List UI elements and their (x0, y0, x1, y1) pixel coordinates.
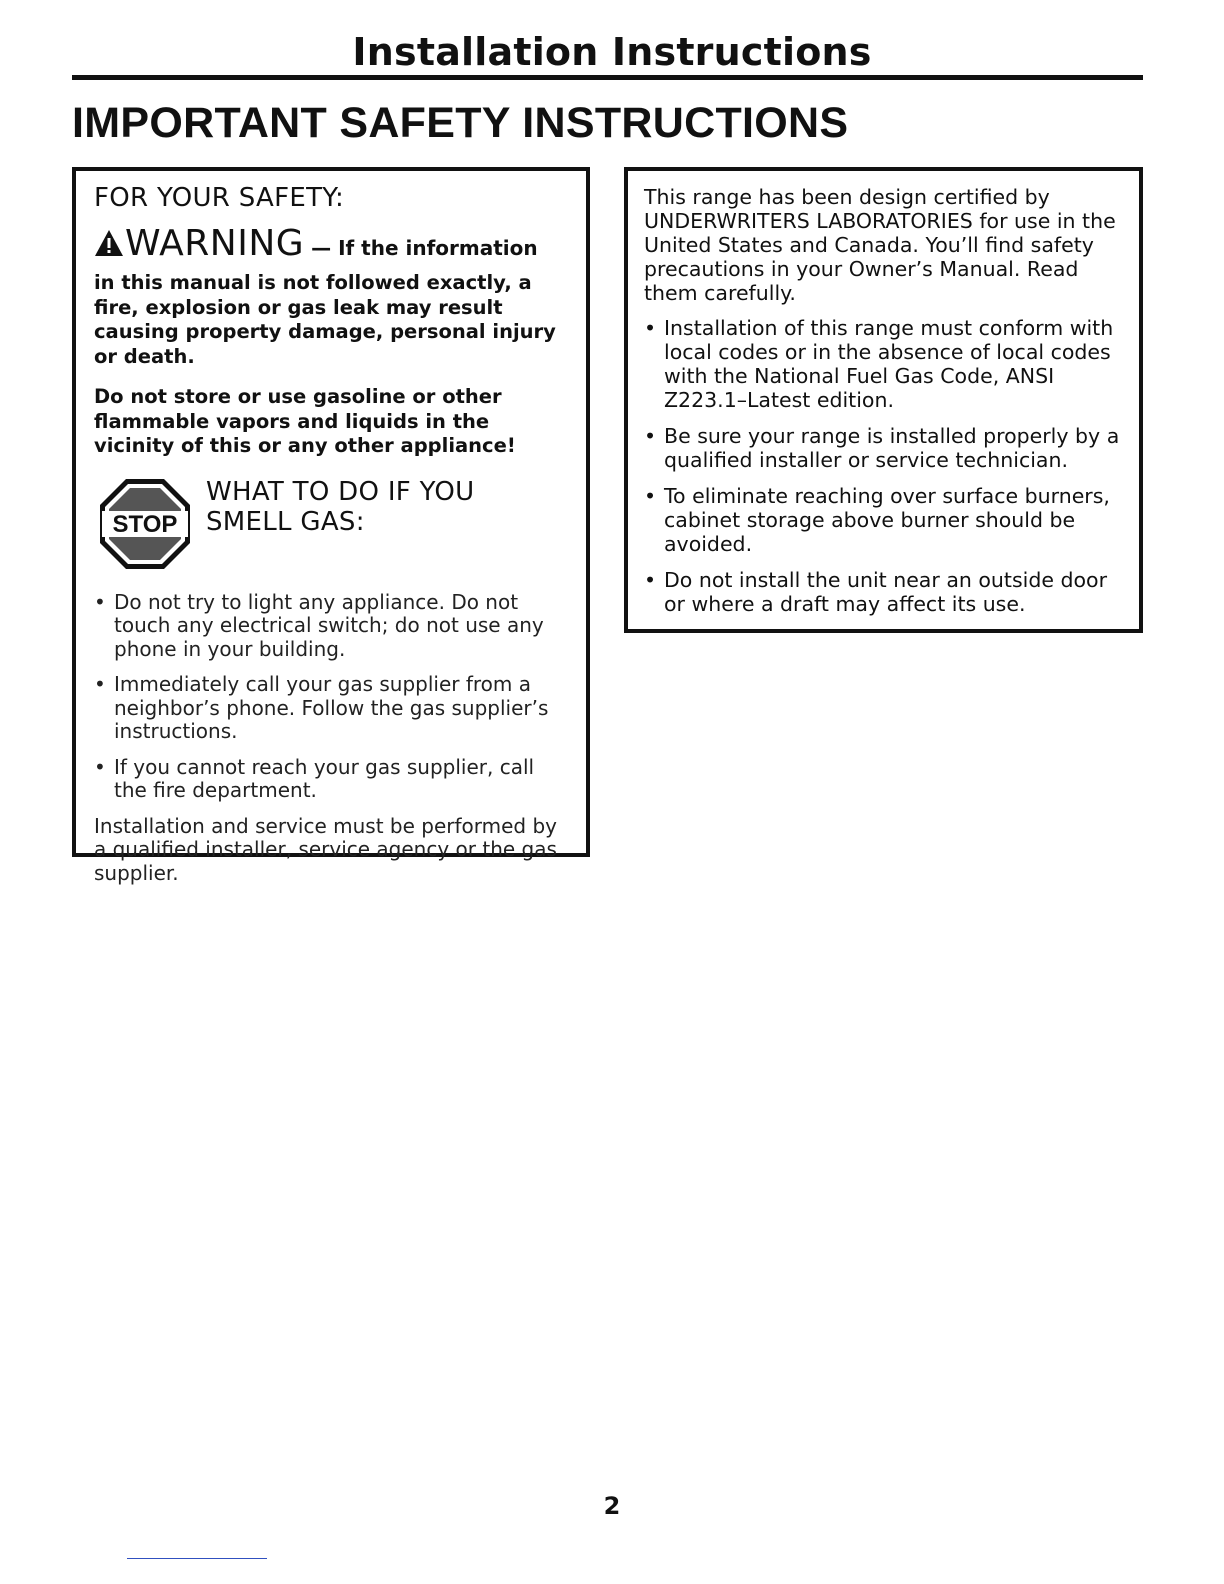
header-divider (72, 75, 1143, 80)
flammable-warning-text: Do not store or use gasoline or other flammable vapors and liquids in the vicinity of this or any other appliance! (94, 385, 516, 457)
smell-gas-bullet-list (94, 591, 570, 803)
section-title: IMPORTANT SAFETY INSTRUCTIONS (72, 99, 849, 147)
warning-line (94, 223, 570, 270)
bullet-dot: • (644, 316, 657, 340)
list-item (94, 756, 570, 803)
smell-gas-heading-line2: SMELL GAS: (206, 506, 365, 537)
footer-divider (127, 1558, 267, 1559)
list-item-text: Do not install the unit near an outside door or where a draft may affect its use. (664, 568, 1108, 616)
bullet-dot: • (94, 754, 106, 779)
certification-box (624, 167, 1143, 633)
installation-service-text: Installation and service must be performed by a qualified installer, service agency or the gas supplier. (94, 813, 557, 885)
safety-heading: FOR YOUR SAFETY: (94, 183, 345, 213)
smell-gas-heading (206, 477, 474, 537)
list-item (644, 316, 1123, 412)
list-item-text: To eliminate reaching over surface burners, cabinet storage above burner should be avoided. (664, 484, 1110, 556)
installation-bullet-list (644, 316, 1123, 616)
list-item (94, 591, 570, 662)
list-item-text: Immediately call your gas supplier from a neighbor’s phone. Follow the gas supplier’s instructions. (114, 672, 549, 743)
list-item-text: If you cannot reach your gas supplier, call the fire department. (114, 754, 535, 802)
warning-text: in this manual is not followed exactly, a fire, explosion or gas leak may result causing property damage, personal injury or death. (94, 271, 556, 368)
list-item (644, 568, 1123, 616)
smell-gas-block (94, 477, 570, 573)
bullet-dot: • (94, 672, 106, 696)
smell-gas-heading-line1: WHAT TO DO IF YOU (206, 476, 475, 507)
list-item (94, 673, 570, 744)
bullet-dot: • (644, 484, 657, 508)
warning-word: WARNING (125, 223, 305, 264)
bullet-dot: • (94, 589, 106, 614)
list-item-text: Do not try to light any appliance. Do not touch any electrical switch; do not use any phone in your building. (114, 589, 544, 661)
warning-triangle-icon (94, 229, 124, 270)
list-item-text: Installation of this range must conform with local codes or in the absence of local codes with the National Fuel Gas Code, ANSI Z223.1–Latest edition. (664, 316, 1114, 412)
list-item-text: Be sure your range is installed properly by a qualified installer or service technician. (664, 424, 1120, 472)
warning-lead-text: — If the information (304, 236, 538, 260)
list-item (644, 484, 1123, 556)
safety-warning-box (72, 167, 590, 885)
page-number: 2 (603, 1492, 621, 1520)
list-item (644, 424, 1123, 472)
stop-sign-icon (98, 477, 192, 576)
bullet-dot: • (644, 424, 657, 448)
bullet-dot: • (644, 568, 657, 592)
stop-sign-text: STOP (112, 510, 178, 538)
page-header-title: Installation Instructions (352, 30, 872, 74)
certification-text: This range has been design certified by UNDERWRITERS LABORATORIES for use in the United States and Canada. You’ll find safety precautions in your Owner’s Manual. Read them carefully. (644, 185, 1116, 305)
